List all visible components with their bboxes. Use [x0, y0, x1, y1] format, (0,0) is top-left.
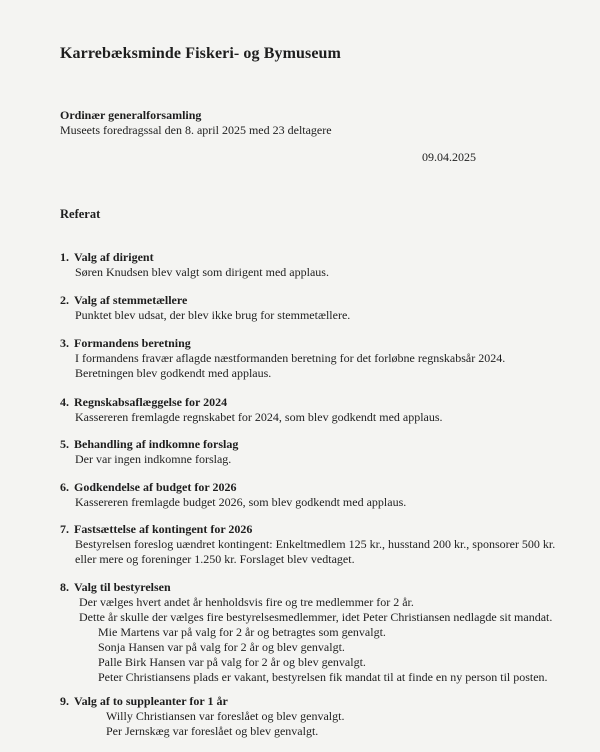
item-number: 3. [60, 336, 69, 350]
item-text-line: Punktet blev udsat, der blev ikke brug for stemmetællere. [75, 308, 351, 322]
item-text-line: Mie Martens var på valg for 2 år og betragtes som genvalgt. [98, 625, 386, 639]
agenda-item-heading [60, 336, 505, 351]
item-text-line: eller mere og foreninger 1.250 kr. Forslaget blev vedtaget. [75, 552, 355, 566]
agenda-item-heading [60, 480, 406, 495]
item-number: 8. [60, 580, 69, 594]
item-text-line: Der var ingen indkomne forslag. [75, 452, 232, 466]
agenda-item-heading [60, 694, 344, 709]
agenda-item-heading [60, 395, 443, 410]
item-text-line: Bestyrelsen foreslog uændret kontingent: Enkeltmedlem 125 kr., husstand 200 kr., sponsorer 500 kr. [75, 537, 556, 551]
meeting-info [60, 108, 332, 138]
agenda-item-6 [60, 480, 406, 510]
item-heading-text: Valg til bestyrelsen [74, 580, 171, 594]
item-text-line: Beretningen blev godkendt med applaus. [75, 366, 272, 380]
item-heading-text: Valg af to suppleanter for 1 år [74, 694, 228, 708]
meeting-title: Ordinær generalforsamling [60, 108, 202, 122]
item-heading-text: Valg af dirigent [74, 250, 154, 264]
item-number: 9. [60, 694, 69, 708]
meeting-subtitle: Museets foredragssal den 8. april 2025 med 23 deltagere [60, 123, 332, 137]
item-text-line: Der vælges hvert andet år henholdsvis fire og tre medlemmer for 2 år. [79, 595, 414, 609]
item-text-line: Sonja Hansen var på valg for 2 år og blev genvalgt. [98, 640, 345, 654]
item-number: 5. [60, 437, 69, 451]
item-heading-text: Formandens beretning [74, 336, 191, 350]
item-text-line: Kassereren fremlagde budget 2026, som blev godkendt med applaus. [75, 495, 407, 509]
item-text-line: Palle Birk Hansen var på valg for 2 år og blev genvalgt. [98, 655, 366, 669]
item-text-line: Dette år skulle der vælges fire bestyrelsesmedlemmer, idet Peter Christiansen nedlagde sit mandat. [79, 610, 553, 624]
agenda-item-heading [60, 522, 555, 537]
item-text-line: Willy Christiansen var foreslået og blev genvalgt. [106, 709, 345, 723]
document-title: Karrebæksminde Fiskeri- og Bymuseum [60, 45, 341, 62]
item-heading-text: Fastsættelse af kontingent for 2026 [74, 522, 253, 536]
agenda-item-7 [60, 522, 555, 567]
item-text-line: I formandens fravær aflagde næstformanden beretning for det forløbne regnskabsår 2024. [75, 351, 506, 365]
agenda-item-heading [60, 580, 552, 595]
item-number: 7. [60, 522, 69, 536]
item-heading-text: Regnskabsaflæggelse for 2024 [74, 395, 228, 409]
agenda-item-heading [60, 437, 238, 452]
item-number: 4. [60, 395, 69, 409]
item-number: 2. [60, 293, 69, 307]
document-date: 09.04.2025 [422, 150, 476, 164]
agenda-item-4 [60, 395, 443, 425]
item-text-line: Søren Knudsen blev valgt som dirigent med applaus. [75, 265, 329, 279]
item-number: 6. [60, 480, 69, 494]
agenda-item-3 [60, 336, 505, 381]
item-heading-text: Valg af stemmetællere [74, 293, 188, 307]
agenda-item-1 [60, 250, 329, 280]
item-heading-text: Behandling af indkomne forslag [74, 437, 239, 451]
agenda-item-heading [60, 293, 350, 308]
item-number: 1. [60, 250, 69, 264]
agenda-item-2 [60, 293, 350, 323]
agenda-item-8 [60, 580, 552, 685]
item-text-line: Per Jernskæg var foreslået og blev genvalgt. [106, 724, 319, 738]
agenda-item-9 [60, 694, 344, 739]
agenda-item-heading [60, 250, 329, 265]
agenda-item-5 [60, 437, 238, 467]
item-heading-text: Godkendelse af budget for 2026 [74, 480, 237, 494]
item-text-line: Kassereren fremlagde regnskabet for 2024, som blev godkendt med applaus. [75, 410, 443, 424]
item-text-line: Peter Christiansens plads er vakant, bestyrelsen fik mandat til at finde en ny person til posten. [98, 670, 548, 684]
section-heading: Referat [60, 207, 101, 221]
